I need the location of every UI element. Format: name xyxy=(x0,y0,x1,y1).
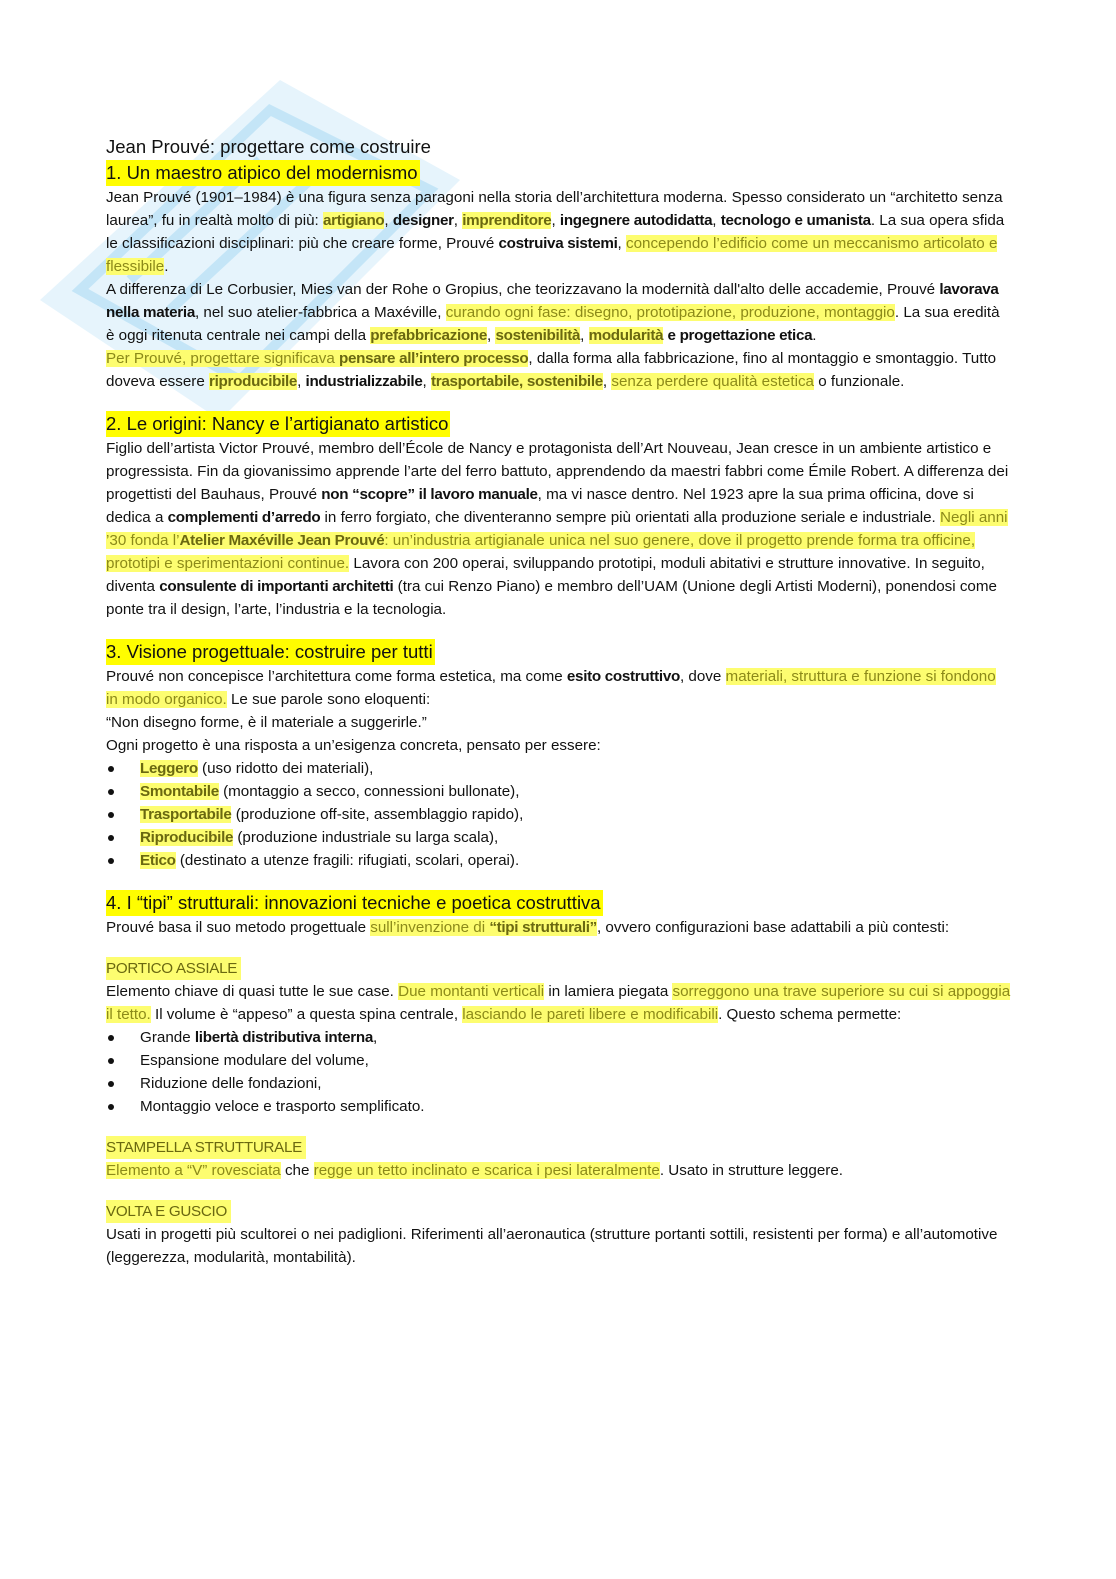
bold-text: libertà distributiva interna xyxy=(194,1029,373,1046)
highlight-text: senza perdere qualità estetica xyxy=(611,373,815,390)
highlight-text: sull’invenzione di xyxy=(370,919,490,936)
text: in ferro forgiato, che diventeranno sempre più orientati alla produzione seriale e industriale. xyxy=(320,509,940,526)
text: Le sue parole sono eloquenti: xyxy=(226,691,431,708)
section-1-heading: 1. Un maestro atipico del modernismo xyxy=(106,160,420,186)
highlight-text: Due montanti verticali xyxy=(398,983,545,1000)
text: (tra cui Renzo Piano) e membro dell’UAM (Unione degli Artisti Moderni), ponendosi come ponte tra il design, l’arte, l’industria e la tecnologia. xyxy=(106,578,997,618)
section-3 xyxy=(106,639,1011,872)
document-title: Jean Prouvé: progettare come costruire xyxy=(106,136,431,157)
highlight-text: Negli anni ’30 fonda l’ xyxy=(106,509,1008,549)
highlight-bold: Riproducibile xyxy=(140,829,234,846)
text: , ovvero configurazioni base adattabili a più contesti: xyxy=(596,919,950,936)
text: , xyxy=(551,212,560,229)
bold-text: non “scopre” il lavoro manuale xyxy=(321,486,538,503)
list-item xyxy=(106,780,1011,803)
quote: “Non disegno forme, è il materiale a suggerirle.” xyxy=(106,714,427,731)
text: Jean Prouvé (1901–1984) è una figura senza paragoni nella storia dell’architettura moderna. Spesso considerato un “architetto senza laurea”, fu in realtà molto di più: xyxy=(106,189,1003,229)
text: , dove xyxy=(679,668,726,685)
text: Espansione modulare del volume, xyxy=(140,1052,369,1069)
highlight-bold: Atelier Maxéville Jean Prouvé xyxy=(179,532,385,549)
section-3-paragraph-1 xyxy=(106,665,1011,711)
highlight-bold: modularità xyxy=(588,327,664,344)
portico-paragraph xyxy=(106,980,1011,1026)
text: , xyxy=(373,1029,378,1046)
bold-text: consulente di importanti architetti xyxy=(159,578,394,595)
highlight-bold: Leggero xyxy=(140,760,198,777)
text: o funzionale. xyxy=(814,373,905,390)
stampella-paragraph xyxy=(106,1159,1011,1182)
text: , xyxy=(602,373,612,390)
text: (destinato a utenze fragili: rifugiati, scolari, operai). xyxy=(175,852,520,869)
text: , nel suo atelier-fabbrica a Maxéville, xyxy=(194,304,446,321)
highlight-bold: “tipi strutturali” xyxy=(489,919,597,936)
highlight-bold: riproducibile xyxy=(209,373,298,390)
section-2-paragraph-1 xyxy=(106,437,1011,621)
highlight-bold: prefabbricazione xyxy=(370,327,487,344)
section-2 xyxy=(106,411,1011,621)
highlight-bold: pensare all’intero processo xyxy=(339,350,529,367)
section-1-paragraph-1 xyxy=(106,186,1011,278)
list-item xyxy=(106,803,1011,826)
volta-subsection xyxy=(106,1200,1011,1269)
highlight-text: : un’industria artigianale unica nel suo genere, dove il progetto prende forma tra officine, prototipi e sperimentazioni continue. xyxy=(106,532,976,572)
list-item xyxy=(106,1026,1011,1049)
text: che xyxy=(280,1162,314,1179)
text: (produzione industriale su larga scala), xyxy=(233,829,499,846)
highlight-text: materiali, struttura e funzione si fondono in modo organico. xyxy=(106,668,996,708)
highlight-text: concependo l’edificio come un meccanismo articolato e flessibile xyxy=(106,235,998,275)
bold-text: complementi d’arredo xyxy=(167,509,321,526)
highlight-bold: artigiano xyxy=(322,212,385,229)
text: , xyxy=(580,327,589,344)
text: Elemento chiave di quasi tutte le sue case. xyxy=(106,983,399,1000)
section-1-paragraph-3 xyxy=(106,347,1011,393)
text: Riduzione delle fondazioni, xyxy=(140,1075,322,1092)
highlight-bold: Trasportabile xyxy=(140,806,232,823)
text: , xyxy=(712,212,721,229)
bold-text: tecnologo e umanista xyxy=(720,212,871,229)
text: Grande xyxy=(140,1029,195,1046)
section-1-paragraph-2 xyxy=(106,278,1011,347)
portico-heading: PORTICO ASSIALE xyxy=(106,957,241,980)
text: Montaggio veloce e trasporto semplificato. xyxy=(140,1098,425,1115)
highlight-bold: imprenditore xyxy=(462,212,552,229)
bold-text: lavorava nella materia xyxy=(106,281,999,321)
highlight-text: regge un tetto inclinato e scarica i pesi lateralmente xyxy=(313,1162,660,1179)
section-1 xyxy=(106,160,1011,393)
text: Lavora con 200 operai, sviluppando prototipi, moduli abitativi e strutture innovative. In seguito, diventa xyxy=(106,555,985,595)
list-item xyxy=(106,757,1011,780)
bold-text: industrializzabile xyxy=(305,373,423,390)
bold-text: esito costruttivo xyxy=(566,668,680,685)
text: , xyxy=(297,373,306,390)
text: in lamiera piegata xyxy=(544,983,673,1000)
volta-paragraph: Usati in progetti più scultorei o nei padiglioni. Riferimenti all’aeronautica (strutture portanti sottili, resistenti per forma) e all’automotive (leggerezza, modularità, montabilità). xyxy=(106,1226,998,1266)
portico-subsection xyxy=(106,957,1011,1118)
text: , xyxy=(487,327,496,344)
highlight-bold: sostenibilità xyxy=(495,327,581,344)
text: (uso ridotto dei materiali), xyxy=(197,760,374,777)
text: , xyxy=(422,373,431,390)
bold-text: ingegnere autodidatta xyxy=(559,212,713,229)
volta-heading: VOLTA E GUSCIO xyxy=(106,1200,231,1223)
highlight-bold: trasportabile, sostenibile xyxy=(430,373,603,390)
text: . xyxy=(812,327,817,344)
list-item xyxy=(106,826,1011,849)
section-3-heading: 3. Visione progettuale: costruire per tutti xyxy=(106,639,435,665)
highlight-text: Elemento a “V” rovesciata xyxy=(106,1162,281,1179)
list-item xyxy=(106,1072,1011,1095)
text: , xyxy=(384,212,393,229)
text: Prouvé non concepisce l’architettura come forma estetica, ma come xyxy=(106,668,567,685)
list-item xyxy=(106,1095,1011,1118)
stampella-heading: STAMPELLA STRUTTURALE xyxy=(106,1136,306,1159)
bold-text: e progettazione etica xyxy=(667,327,813,344)
text: Figlio dell’artista Victor Prouvé, membro dell’École de Nancy e protagonista dell’Art Nouveau, Jean cresce in un ambiente artistico e progressista. Fin da giovanissimo apprende l’arte del ferro battuto, apprendendo da maestri fabbri come Émile Robert. A differenza dei progettisti del Bauhaus, Prouvé xyxy=(106,440,1009,503)
highlight-bold: Smontabile xyxy=(140,783,219,800)
text: (produzione off-site, assemblaggio rapido), xyxy=(231,806,524,823)
text: A differenza di Le Corbusier, Mies van der Rohe o Gropius, che teorizzavano la modernità dall'alto delle accademie, Prouvé xyxy=(106,281,940,298)
list-item xyxy=(106,1049,1011,1072)
stampella-subsection xyxy=(106,1136,1011,1182)
section-2-heading: 2. Le origini: Nancy e l’artigianato artistico xyxy=(106,411,450,437)
text: , ma vi nasce dentro. Nel 1923 apre la sua prima officina, dove si dedica a xyxy=(106,486,974,526)
highlight-text: sorreggono una trave superiore su cui si appoggia il tetto. xyxy=(106,983,1011,1023)
text: Il volume è “appeso” a questa spina centrale, xyxy=(150,1006,463,1023)
section-4-heading: 4. I “tipi” strutturali: innovazioni tecniche e poetica costruttiva xyxy=(106,890,603,916)
bold-text: costruiva sistemi xyxy=(498,235,618,252)
list-intro: Ogni progetto è una risposta a un’esigenza concreta, pensato per essere: xyxy=(106,737,601,754)
requirements-list xyxy=(106,757,1011,872)
text: . Questo schema permette: xyxy=(718,1006,902,1023)
highlight-text: Per Prouvé, progettare significava xyxy=(106,350,339,367)
list-item xyxy=(106,849,1011,872)
text: . La sua opera sfida le classificazioni disciplinari: più che creare forme, Prouvé xyxy=(106,212,1005,252)
text: . Usato in strutture leggere. xyxy=(659,1162,843,1179)
highlight-text: lasciando le pareti libere e modificabili xyxy=(462,1006,719,1023)
text: . La sua eredità è oggi ritenuta centrale nei campi della xyxy=(106,304,1000,344)
text: (montaggio a secco, connessioni bullonate), xyxy=(218,783,520,800)
text: , dalla forma alla fabbricazione, fino al montaggio e smontaggio. Tutto doveva essere xyxy=(106,350,997,390)
bold-text: designer xyxy=(392,212,454,229)
text: , xyxy=(453,212,463,229)
section-4-paragraph-1 xyxy=(106,916,1011,939)
text: . xyxy=(164,258,169,275)
highlight-text: curando ogni fase: disegno, prototipazione, produzione, montaggio xyxy=(445,304,895,321)
document-page xyxy=(106,134,1011,1269)
highlight-bold: Etico xyxy=(140,852,176,869)
text: , xyxy=(617,235,626,252)
text: Prouvé basa il suo metodo progettuale xyxy=(106,919,371,936)
portico-list xyxy=(106,1026,1011,1118)
section-4 xyxy=(106,890,1011,1269)
